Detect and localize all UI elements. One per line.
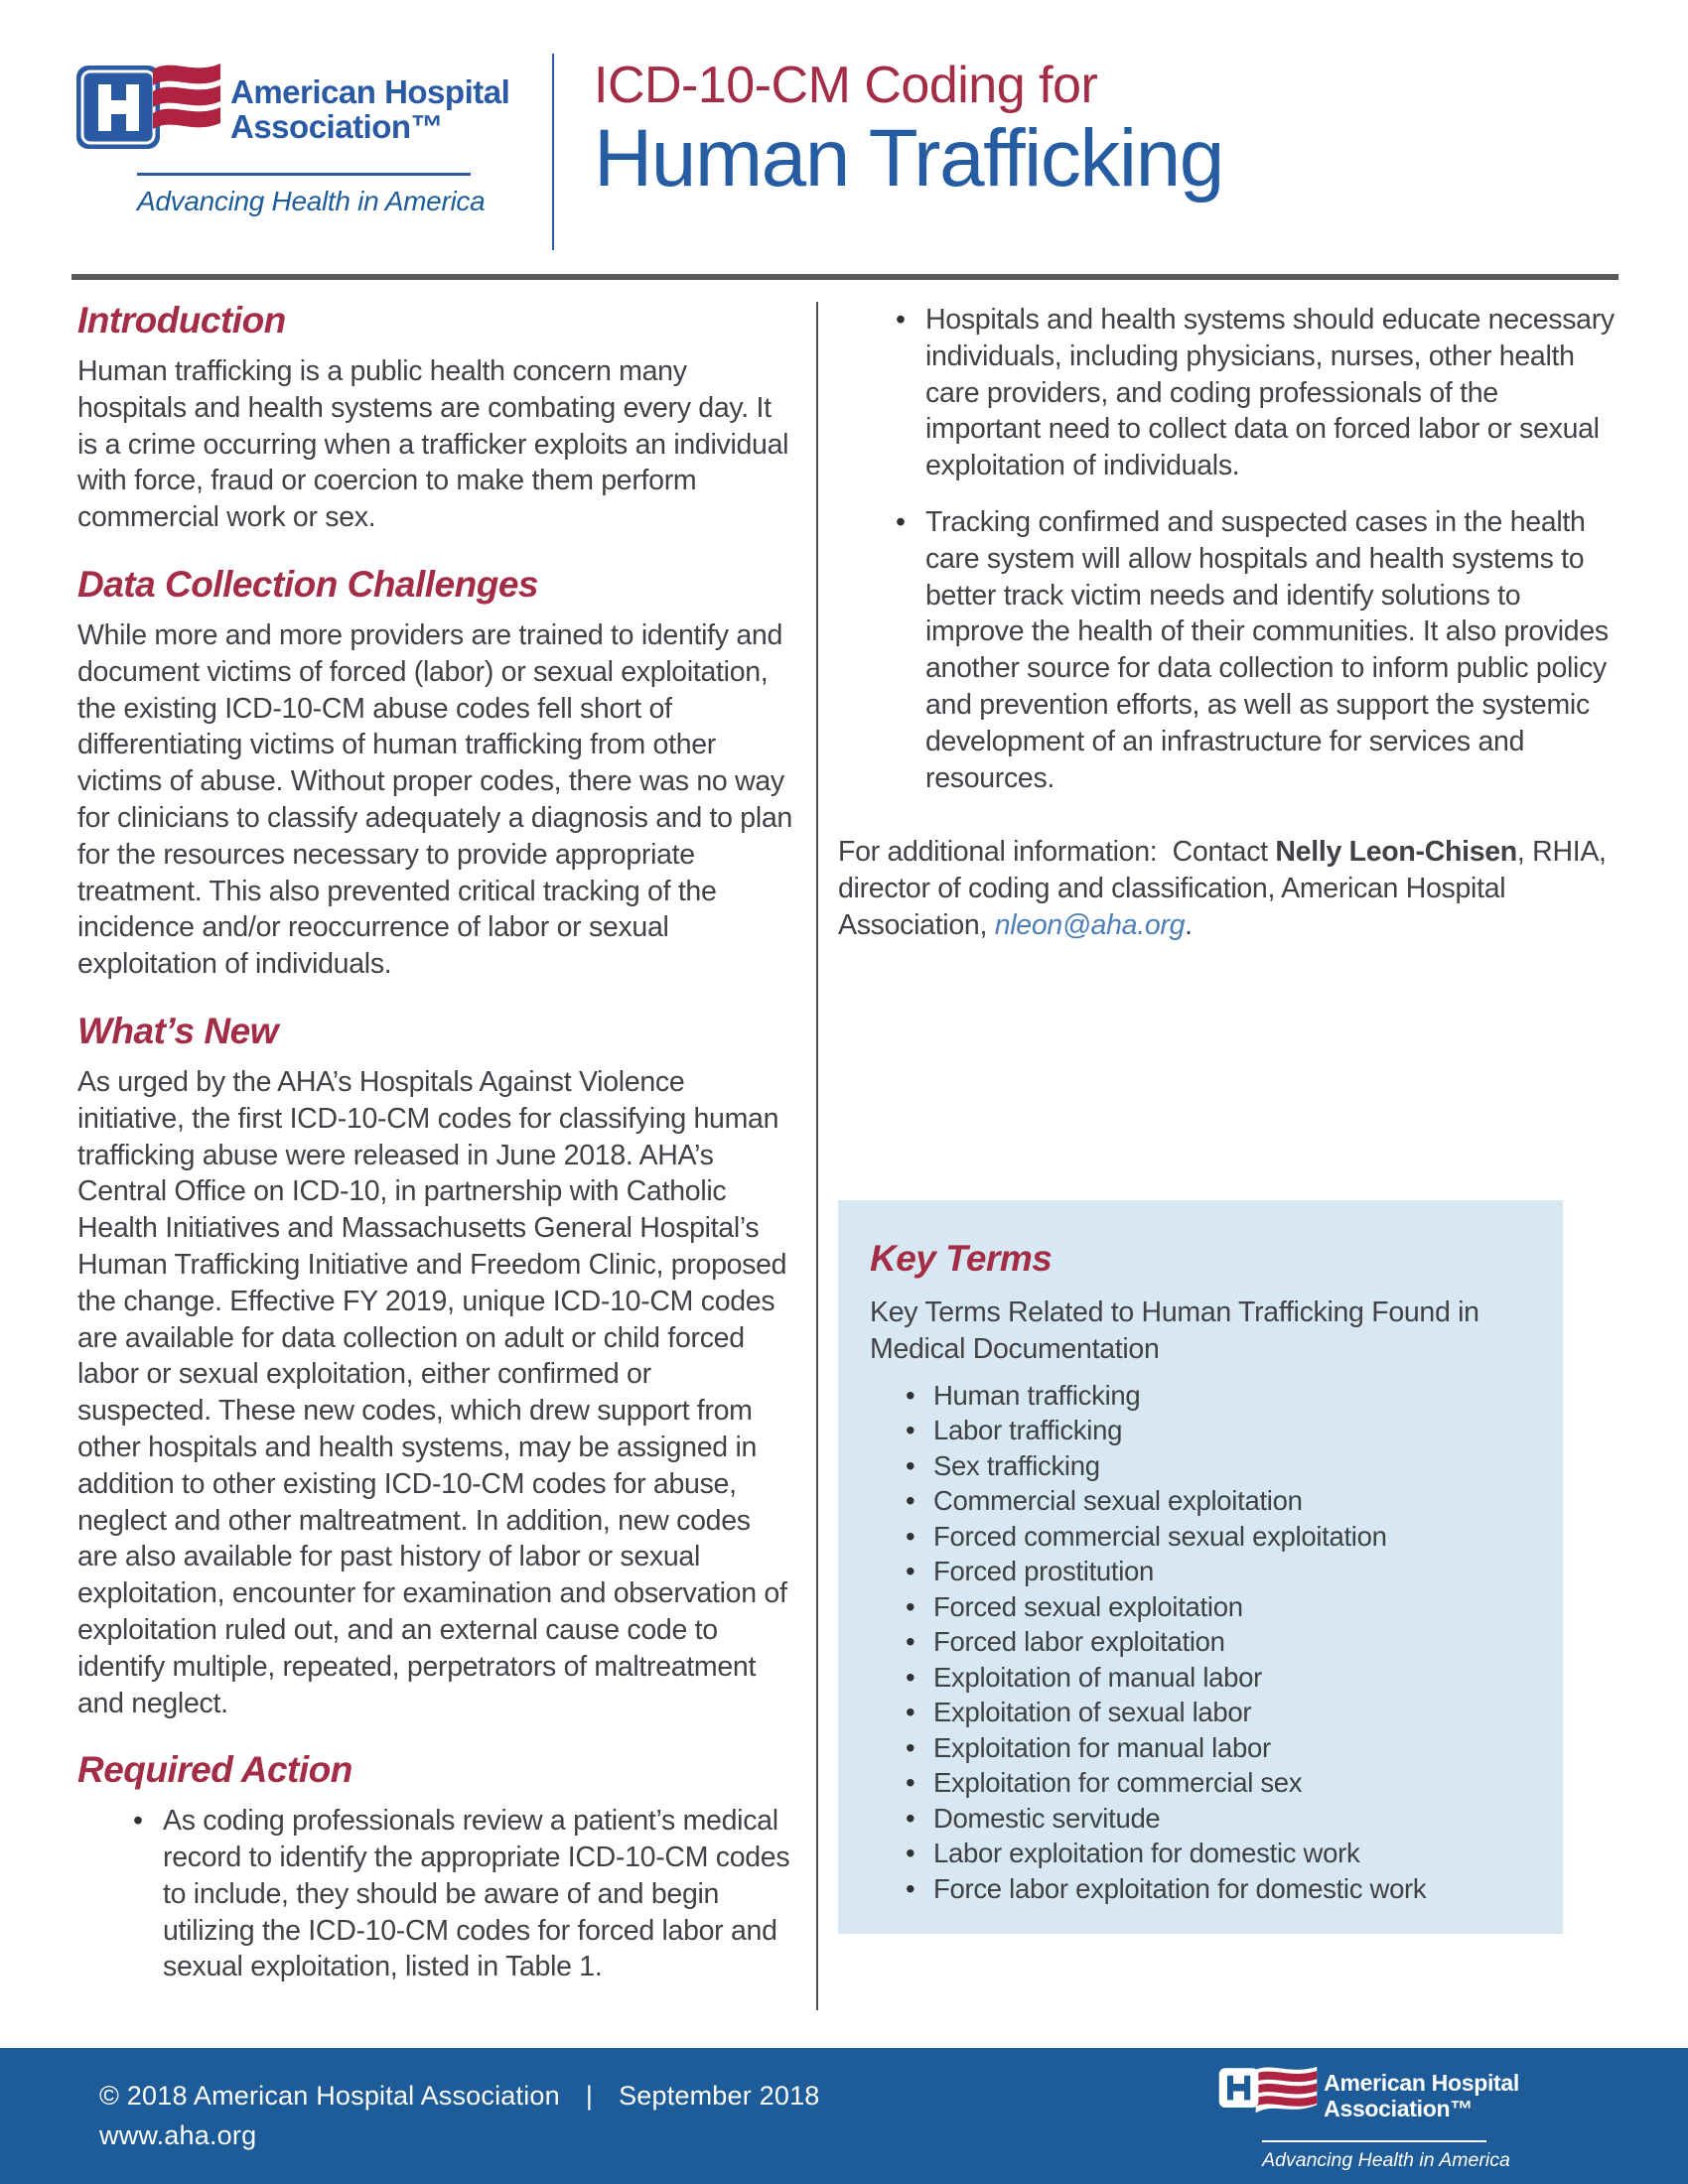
key-term-text: Exploitation for commercial sex bbox=[933, 1767, 1303, 1799]
bullet-icon: • bbox=[906, 1520, 915, 1552]
key-term-text: Commercial sexual exploitation bbox=[933, 1485, 1303, 1517]
key-terms-heading: Key Terms bbox=[870, 1237, 1053, 1279]
aha-logo-top bbox=[73, 54, 540, 165]
key-term-item bbox=[870, 1554, 1523, 1589]
footer-url[interactable]: www.aha.org bbox=[99, 2120, 257, 2150]
right-bullet-list bbox=[838, 302, 1618, 796]
list-item-text: As coding professionals review a patient’s medical record to identify the appropriate ICD-10-CM codes to include, they should be aware of and begin utilizing the ICD-10-CM codes for forced labor and sexual exploitation, listed in Table 1. bbox=[163, 1805, 790, 1983]
logo-divider bbox=[137, 173, 471, 176]
section-body: While more and more providers are trained to identify and document victims of forced (labor) or sexual exploitation, the existing ICD-10-CM abuse codes fell short of differentiating victims of human trafficking from other victims of abuse. Without proper codes, there was no way for clinicians to classify adequately a diagnosis and to plan for the resources necessary to provide appropriate treatment. This also prevented critical tracking of the incidence and/or reoccurrence of labor or sexual exploitation of individuals. bbox=[77, 618, 792, 981]
key-term-text: Exploitation for manual labor bbox=[933, 1731, 1271, 1763]
aha-logo-icon bbox=[73, 54, 224, 165]
footer-aha-logo-icon bbox=[1216, 2061, 1320, 2132]
section-required-action bbox=[77, 1751, 792, 1985]
key-term-text: Labor trafficking bbox=[933, 1415, 1123, 1446]
footer-org-name bbox=[1324, 2071, 1519, 2121]
footer-logo-divider bbox=[1262, 2140, 1486, 2142]
required-action-list bbox=[77, 1803, 792, 1985]
contact-prefix: For additional information: Contact bbox=[838, 836, 1276, 869]
right-column bbox=[818, 302, 1618, 2047]
key-term-text: Forced commercial sexual exploitation bbox=[933, 1520, 1387, 1552]
bullet-icon: • bbox=[906, 1838, 915, 1869]
key-term-item bbox=[870, 1660, 1523, 1696]
footer-org-line2: Association™ bbox=[1324, 2095, 1473, 2121]
list-item bbox=[77, 1803, 792, 1985]
logo-tagline: Advancing Health in America bbox=[137, 186, 486, 216]
bullet-icon: • bbox=[906, 1590, 915, 1622]
list-item-text: Hospitals and health systems should educate necessary individuals, including physicians, nurses, other health care providers, and coding professionals of the important need to collect data on forced labor or sexual exploitation of individuals. bbox=[925, 304, 1615, 482]
key-term-item bbox=[870, 1413, 1523, 1448]
list-item bbox=[838, 504, 1618, 796]
key-terms-intro: Key Terms Related to Human Trafficking Found in Medical Documentation bbox=[870, 1296, 1479, 1365]
key-term-text: Forced labor exploitation bbox=[933, 1626, 1225, 1658]
key-term-text: Exploitation of manual labor bbox=[933, 1661, 1262, 1693]
logo-org-line1: American Hospital bbox=[230, 72, 510, 110]
key-term-item bbox=[870, 1589, 1523, 1625]
section-heading: What’s New bbox=[77, 1010, 278, 1051]
key-terms-list bbox=[870, 1378, 1523, 1907]
section-heading: Data Collection Challenges bbox=[77, 563, 538, 605]
title-block bbox=[594, 54, 1223, 205]
contact-suffix: . bbox=[1185, 908, 1193, 941]
doc-title: Human Trafficking bbox=[594, 113, 1223, 205]
key-term-text: Human trafficking bbox=[933, 1379, 1141, 1411]
footer-copyright: © 2018 American Hospital Association bbox=[99, 2081, 560, 2111]
bullet-icon: • bbox=[906, 1697, 915, 1728]
key-term-item bbox=[870, 1765, 1523, 1801]
bullet-icon: • bbox=[906, 1626, 915, 1658]
key-term-item bbox=[870, 1836, 1523, 1871]
footer-date: September 2018 bbox=[619, 2081, 820, 2111]
contact-note bbox=[838, 834, 1618, 943]
aha-logo bbox=[73, 54, 540, 217]
key-term-item bbox=[870, 1624, 1523, 1660]
contact-email-link[interactable]: nleon@aha.org bbox=[994, 908, 1186, 941]
footer-separator: | bbox=[585, 2081, 594, 2111]
footer-tagline: Advancing Health in America bbox=[1262, 2148, 1510, 2171]
section-whats-new bbox=[77, 1010, 792, 1721]
bullet-icon: • bbox=[133, 1805, 143, 1838]
section-data-collection-challenges bbox=[77, 563, 792, 983]
bullet-icon: • bbox=[896, 304, 906, 336]
key-term-item bbox=[870, 1378, 1523, 1414]
footer-aha-logo bbox=[1216, 2061, 1519, 2172]
section-body: As urged by the AHA’s Hospitals Against Violence initiative, the first ICD-10-CM codes for classifying human trafficking abuse were released in June 2018. AHA’s Central Office on ICD-10, in partnership with Catholic Health Initiatives and Massachusetts General Hospital’s Human Trafficking Initiative and Freedom Clinic, proposed the change. Effective FY 2019, unique ICD-10-CM codes are available for data collection on adult or child forced labor or sexual exploitation, either confirmed or suspected. These new codes, which drew support from other hospitals and health systems, may be assigned in addition to other existing ICD-10-CM codes for abuse, neglect and other maltreatment. In addition, new codes are also available for past history of labor or sexual exploitation, encounter for examination and observation of exploitation ruled out, and an external cause code to identify multiple, repeated, perpetrators of maltreatment and neglect. bbox=[77, 1065, 787, 1719]
list-item bbox=[838, 302, 1618, 484]
footer-line1 bbox=[99, 2081, 820, 2112]
list-item-text: Tracking confirmed and suspected cases in the health care system will allow hospitals and health systems to better track victim needs and identify solutions to improve the health of their communities. It also provides another source for data collection to inform public policy and prevention efforts, as well as support the systemic development of an infrastructure for services and resources. bbox=[925, 505, 1609, 794]
key-term-item bbox=[870, 1730, 1523, 1766]
key-term-item bbox=[870, 1871, 1523, 1907]
bullet-icon: • bbox=[896, 505, 906, 538]
bullet-icon: • bbox=[906, 1872, 915, 1904]
key-term-item bbox=[870, 1519, 1523, 1555]
section-heading: Required Action bbox=[77, 1749, 352, 1791]
key-term-item bbox=[870, 1801, 1523, 1837]
bullet-icon: • bbox=[906, 1767, 915, 1799]
section-body: Human trafficking is a public health concern many hospitals and health systems are combating every day. It is a crime occurring when a trafficker exploits an individual with force, fraud or coercion to make them perform commercial work or sex. bbox=[77, 355, 789, 534]
header-divider bbox=[552, 54, 554, 250]
key-term-item bbox=[870, 1695, 1523, 1730]
key-term-text: Force labor exploitation for domestic work bbox=[933, 1872, 1427, 1904]
bullet-icon: • bbox=[906, 1661, 915, 1693]
bullet-icon: • bbox=[906, 1449, 915, 1481]
contact-name: Nelly Leon-Chisen bbox=[1275, 836, 1517, 869]
section-heading: Introduction bbox=[77, 302, 286, 341]
contact-middle: , RHIA, director of coding and classification, American Hospital Association, bbox=[838, 836, 1607, 941]
footer-org-line1: American Hospital bbox=[1324, 2070, 1519, 2097]
left-column bbox=[77, 302, 816, 2047]
footer-aha-logo-top bbox=[1216, 2061, 1519, 2132]
bullet-icon: • bbox=[906, 1802, 915, 1834]
bullet-icon: • bbox=[906, 1415, 915, 1446]
logo-org-line2: Association™ bbox=[230, 108, 444, 145]
key-term-text: Forced prostitution bbox=[933, 1556, 1155, 1587]
section-introduction bbox=[77, 302, 792, 536]
bullet-icon: • bbox=[906, 1379, 915, 1411]
key-term-text: Forced sexual exploitation bbox=[933, 1590, 1243, 1622]
footer bbox=[0, 2048, 1688, 2184]
key-term-item bbox=[870, 1483, 1523, 1519]
header-rule bbox=[71, 274, 1618, 280]
key-term-text: Sex trafficking bbox=[933, 1449, 1100, 1481]
key-terms-box bbox=[838, 1200, 1563, 1935]
key-term-item bbox=[870, 1448, 1523, 1484]
bullet-icon: • bbox=[906, 1731, 915, 1763]
key-term-text: Domestic servitude bbox=[933, 1802, 1161, 1834]
key-term-text: Labor exploitation for domestic work bbox=[933, 1838, 1360, 1869]
doc-title-kicker: ICD-10-CM Coding for bbox=[594, 57, 1098, 114]
header bbox=[0, 0, 1688, 250]
logo-org-name bbox=[230, 74, 509, 145]
main-content bbox=[0, 302, 1688, 2047]
footer-text bbox=[99, 2081, 820, 2151]
bullet-icon: • bbox=[906, 1485, 915, 1517]
key-term-text: Exploitation of sexual labor bbox=[933, 1697, 1252, 1728]
bullet-icon: • bbox=[906, 1556, 915, 1587]
